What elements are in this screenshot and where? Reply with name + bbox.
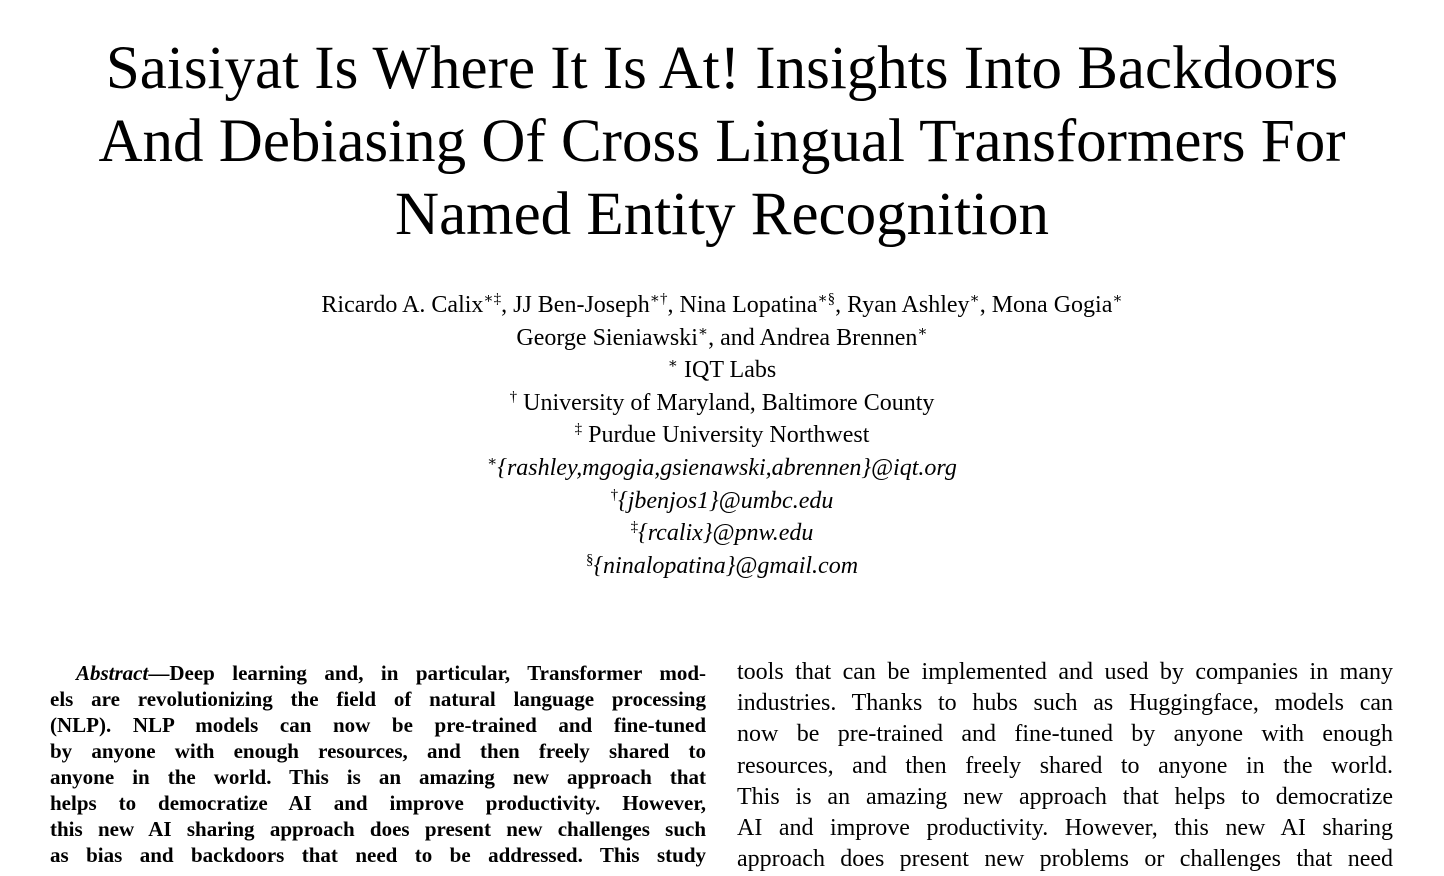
author-block (0, 289, 1444, 582)
body-line: This is an amazing new approach that helps to democratize (737, 783, 1393, 810)
email-mark: § (585, 551, 594, 568)
email-mark: † (610, 486, 619, 503)
affiliation-mark: ∗ (667, 356, 678, 373)
title-line: Saisiyat Is Where It Is At! Insights Into Backdoors (105, 35, 1339, 102)
author-separator: , (835, 292, 848, 318)
affiliation-line (0, 354, 1444, 387)
body-line: now be pre-trained and fine-tuned by anyone with enough (737, 721, 1393, 748)
affiliation-mark: † (509, 388, 518, 405)
email-text: {rashley,mgogia,gsienawski,abrennen}@iqt.org (497, 454, 957, 481)
title-line: And Debiasing Of Cross Lingual Transformers For (98, 108, 1346, 175)
abstract-heading: Abstract (76, 661, 149, 685)
email-text: {rcalix}@pnw.edu (638, 520, 814, 547)
email-text: {ninalopatina}@gmail.com (593, 552, 859, 579)
body-line: industries. Thanks to hubs such as Huggingface, models can (737, 690, 1393, 717)
abstract-line: helps to democratize AI and improve productivity. However, (50, 791, 706, 815)
abstract-line: anyone in the world. This is an amazing new approach that (50, 765, 706, 789)
author-line (0, 322, 1444, 355)
body-line: tools that can be implemented and used by companies in many (737, 659, 1393, 685)
email-mark: ‡ (630, 519, 639, 536)
author-mark: ∗ (917, 323, 928, 340)
author-separator: , (667, 292, 680, 318)
author-name: Ryan Ashley (847, 292, 970, 318)
email-mark: ∗ (487, 453, 498, 470)
author-mark: ∗ (969, 291, 980, 307)
author-mark: ∗§ (817, 291, 836, 307)
author-separator: , (501, 292, 514, 318)
abstract-line: by anyone with enough resources, and then freely shared to (50, 739, 706, 763)
abstract-line: as bias and backdoors that need to be addressed. This study (50, 843, 706, 867)
email-line (0, 485, 1444, 518)
author-separator: , and (708, 324, 760, 351)
abstract-text: —Deep learning and, in particular, Transformer mod- (148, 661, 706, 685)
author-name: Nina Lopatina (679, 292, 818, 318)
author-mark: ∗‡ (483, 291, 502, 307)
body-column-right (737, 657, 1393, 875)
affiliation-text: Purdue University Northwest (582, 422, 870, 449)
affiliation-line (0, 419, 1444, 452)
affiliation-mark: ‡ (574, 421, 583, 438)
author-name: JJ Ben-Joseph (513, 292, 650, 318)
author-mark: ∗ (697, 323, 709, 340)
paper-title (0, 32, 1444, 251)
abstract-line: els are revolutionizing the field of natural language processing (50, 687, 706, 711)
abstract-line: (NLP). NLP models can now be pre-trained and fine-tuned (50, 713, 706, 737)
author-line (0, 289, 1444, 322)
body-line: AI and improve productivity. However, this new AI sharing (737, 815, 1393, 842)
author-name: George Sieniawski (516, 324, 698, 351)
email-line (0, 550, 1444, 583)
author-name: Ricardo A. Calix (321, 292, 484, 318)
email-text: {jbenjos1}@umbc.edu (618, 487, 834, 514)
abstract-line (50, 660, 706, 686)
author-separator: , (979, 292, 992, 318)
abstract-column (50, 660, 706, 868)
affiliation-line (0, 387, 1444, 420)
author-name: Mona Gogia (991, 292, 1113, 318)
affiliation-text: University of Maryland, Baltimore County (517, 389, 935, 416)
body-line: resources, and then freely shared to anyone in the world. (737, 752, 1393, 779)
title-line: Named Entity Recognition (395, 181, 1049, 248)
abstract-line: this new AI sharing approach does present new challenges such (50, 817, 706, 841)
author-name: Andrea Brennen (759, 324, 918, 351)
author-mark: ∗ (1112, 291, 1123, 307)
body-line: approach does present new problems or challenges that need (737, 846, 1393, 873)
email-line (0, 452, 1444, 485)
author-mark: ∗† (649, 291, 668, 307)
email-line (0, 517, 1444, 550)
affiliation-text: IQT Labs (678, 357, 777, 384)
